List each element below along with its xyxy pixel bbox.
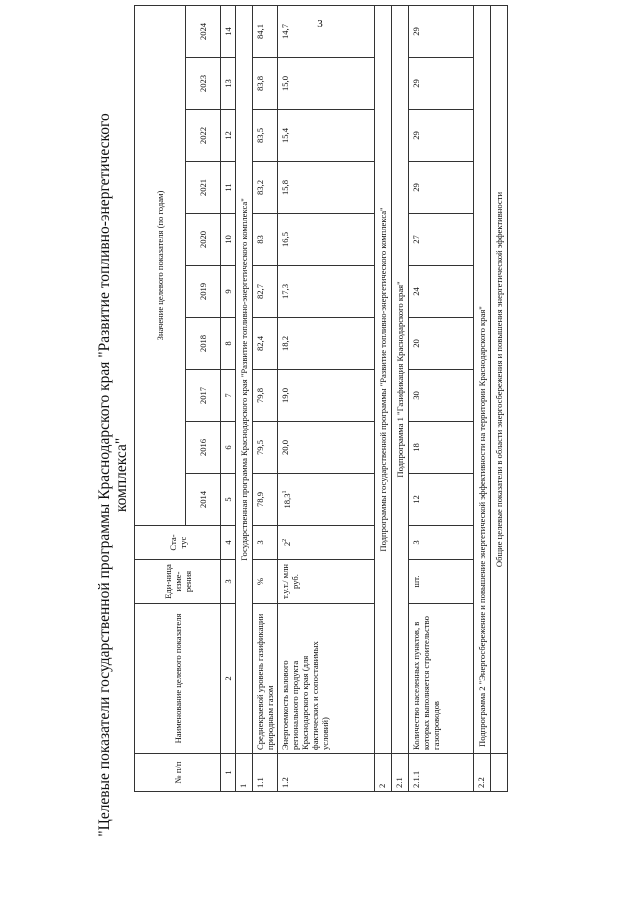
year-2023: 2023 bbox=[186, 58, 221, 110]
index-cell: 8 bbox=[221, 318, 236, 370]
year-2022: 2022 bbox=[186, 110, 221, 162]
value-cell bbox=[278, 474, 375, 526]
row-status: 3 bbox=[253, 526, 278, 560]
year-2019: 2019 bbox=[186, 266, 221, 318]
row-status: 3 bbox=[409, 526, 474, 560]
index-cell: 3 bbox=[221, 560, 236, 604]
index-cell: 1 bbox=[221, 754, 236, 792]
value-cell: 30 bbox=[409, 370, 474, 422]
header-status: Ста-тус bbox=[135, 526, 221, 560]
value-cell: 79,8 bbox=[253, 370, 278, 422]
header-name: Наименование целевого показателя bbox=[135, 604, 221, 754]
row-unit: шт. bbox=[409, 560, 474, 604]
page-number: 3 bbox=[317, 18, 323, 30]
index-cell: 4 bbox=[221, 526, 236, 560]
row-unit: т.у.т./ млн руб. bbox=[278, 560, 375, 604]
document-title: "Целевые показатели государственной программы Краснодарского края "Развитие топливно-энергетического комплекса" bbox=[96, 113, 130, 837]
value-cell: 20,0 bbox=[278, 422, 375, 474]
value-cell: 29 bbox=[409, 6, 474, 58]
column-index-row bbox=[221, 6, 236, 792]
table-row bbox=[409, 6, 474, 792]
table-row bbox=[253, 6, 278, 792]
index-cell: 12 bbox=[221, 110, 236, 162]
value-cell: 82,4 bbox=[253, 318, 278, 370]
status-footnote: 2 bbox=[282, 538, 288, 542]
table-row bbox=[278, 6, 375, 792]
header-values: Значение целевого показателя (по годам) bbox=[135, 6, 186, 526]
section-title: Подпрограммы государственной программы "Развитие топливно-энергетического комплекса" bbox=[375, 6, 392, 754]
year-2014: 2014 bbox=[186, 474, 221, 526]
index-cell: 13 bbox=[221, 58, 236, 110]
header-row-1 bbox=[135, 6, 186, 792]
value-cell: 29 bbox=[409, 58, 474, 110]
value-cell: 20 bbox=[409, 318, 474, 370]
section-num: 2 bbox=[375, 754, 392, 792]
value-cell: 14,7 bbox=[278, 6, 375, 58]
section-2-2-row bbox=[474, 6, 491, 792]
general-indicators-row bbox=[491, 6, 508, 792]
general-indicators-title: Общие целевые показатели в области энергосбережения и повышения энергетической эффективности bbox=[491, 6, 508, 754]
value-cell: 83,8 bbox=[253, 58, 278, 110]
value-cell: 83,5 bbox=[253, 110, 278, 162]
section-title: Подпрограмма 1 "Газификация Краснодарского края" bbox=[392, 6, 409, 754]
section-1-row bbox=[236, 6, 253, 792]
index-cell: 7 bbox=[221, 370, 236, 422]
value-cell: 83 bbox=[253, 214, 278, 266]
value-cell: 15,8 bbox=[278, 162, 375, 214]
year-2016: 2016 bbox=[186, 422, 221, 474]
value-cell: 15,4 bbox=[278, 110, 375, 162]
value-cell: 82,7 bbox=[253, 266, 278, 318]
section-title: Подпрограмма 2 "Энергосбережение и повышение энергетической эффективности на территории Краснодарского края" bbox=[474, 6, 491, 754]
year-2020: 2020 bbox=[186, 214, 221, 266]
year-2017: 2017 bbox=[186, 370, 221, 422]
value-cell: 15,0 bbox=[278, 58, 375, 110]
year-2024: 2024 bbox=[186, 6, 221, 58]
header-unit: Еди-ница изме-рения bbox=[135, 560, 221, 604]
value-cell: 19,0 bbox=[278, 370, 375, 422]
section-2-1-row bbox=[392, 6, 409, 792]
section-num: 1 bbox=[236, 754, 253, 792]
year-2021: 2021 bbox=[186, 162, 221, 214]
year-2018: 2018 bbox=[186, 318, 221, 370]
value-cell: 16,5 bbox=[278, 214, 375, 266]
value-cell: 29 bbox=[409, 162, 474, 214]
row-status bbox=[278, 526, 375, 560]
section-num: 2.2 bbox=[474, 754, 491, 792]
value-footnote: 1 bbox=[282, 490, 288, 494]
index-cell: 14 bbox=[221, 6, 236, 58]
value-cell: 18,2 bbox=[278, 318, 375, 370]
index-cell: 5 bbox=[221, 474, 236, 526]
value-cell: 78,9 bbox=[253, 474, 278, 526]
index-cell: 10 bbox=[221, 214, 236, 266]
section-title: Государственная программа Краснодарского края "Развитие топливно-энергетического комплекса" bbox=[236, 6, 253, 754]
row-name: Энергоемкость валового регионального продукта Краснодарского края (для фактических и сопоставимых условий) bbox=[278, 604, 375, 754]
value-cell: 18 bbox=[409, 422, 474, 474]
section-num: 2.1 bbox=[392, 754, 409, 792]
value-cell: 17,3 bbox=[278, 266, 375, 318]
index-cell: 11 bbox=[221, 162, 236, 214]
value-cell: 29 bbox=[409, 110, 474, 162]
index-cell: 9 bbox=[221, 266, 236, 318]
value-text: 18,3 bbox=[281, 493, 292, 509]
value-cell: 24 bbox=[409, 266, 474, 318]
row-num: 1.1 bbox=[253, 754, 278, 792]
row-num: 2.1.1 bbox=[409, 754, 474, 792]
indicators-table bbox=[134, 5, 508, 792]
status-value: 2 bbox=[281, 541, 292, 547]
index-cell: 6 bbox=[221, 422, 236, 474]
section-2-row bbox=[375, 6, 392, 792]
row-num: 1.2 bbox=[278, 754, 375, 792]
empty-num bbox=[491, 754, 508, 792]
row-name: Количество населенных пунктов, в которых выполняется строительство газопроводов bbox=[409, 604, 474, 754]
value-cell: 27 bbox=[409, 214, 474, 266]
index-cell: 2 bbox=[221, 604, 236, 754]
value-cell: 83,2 bbox=[253, 162, 278, 214]
value-cell: 84,1 bbox=[253, 6, 278, 58]
row-unit: % bbox=[253, 560, 278, 604]
header-num: № п/п bbox=[135, 754, 221, 792]
value-cell: 79,5 bbox=[253, 422, 278, 474]
value-cell: 12 bbox=[409, 474, 474, 526]
row-name: Среднекраевой уровень газификации природным газом bbox=[253, 604, 278, 754]
